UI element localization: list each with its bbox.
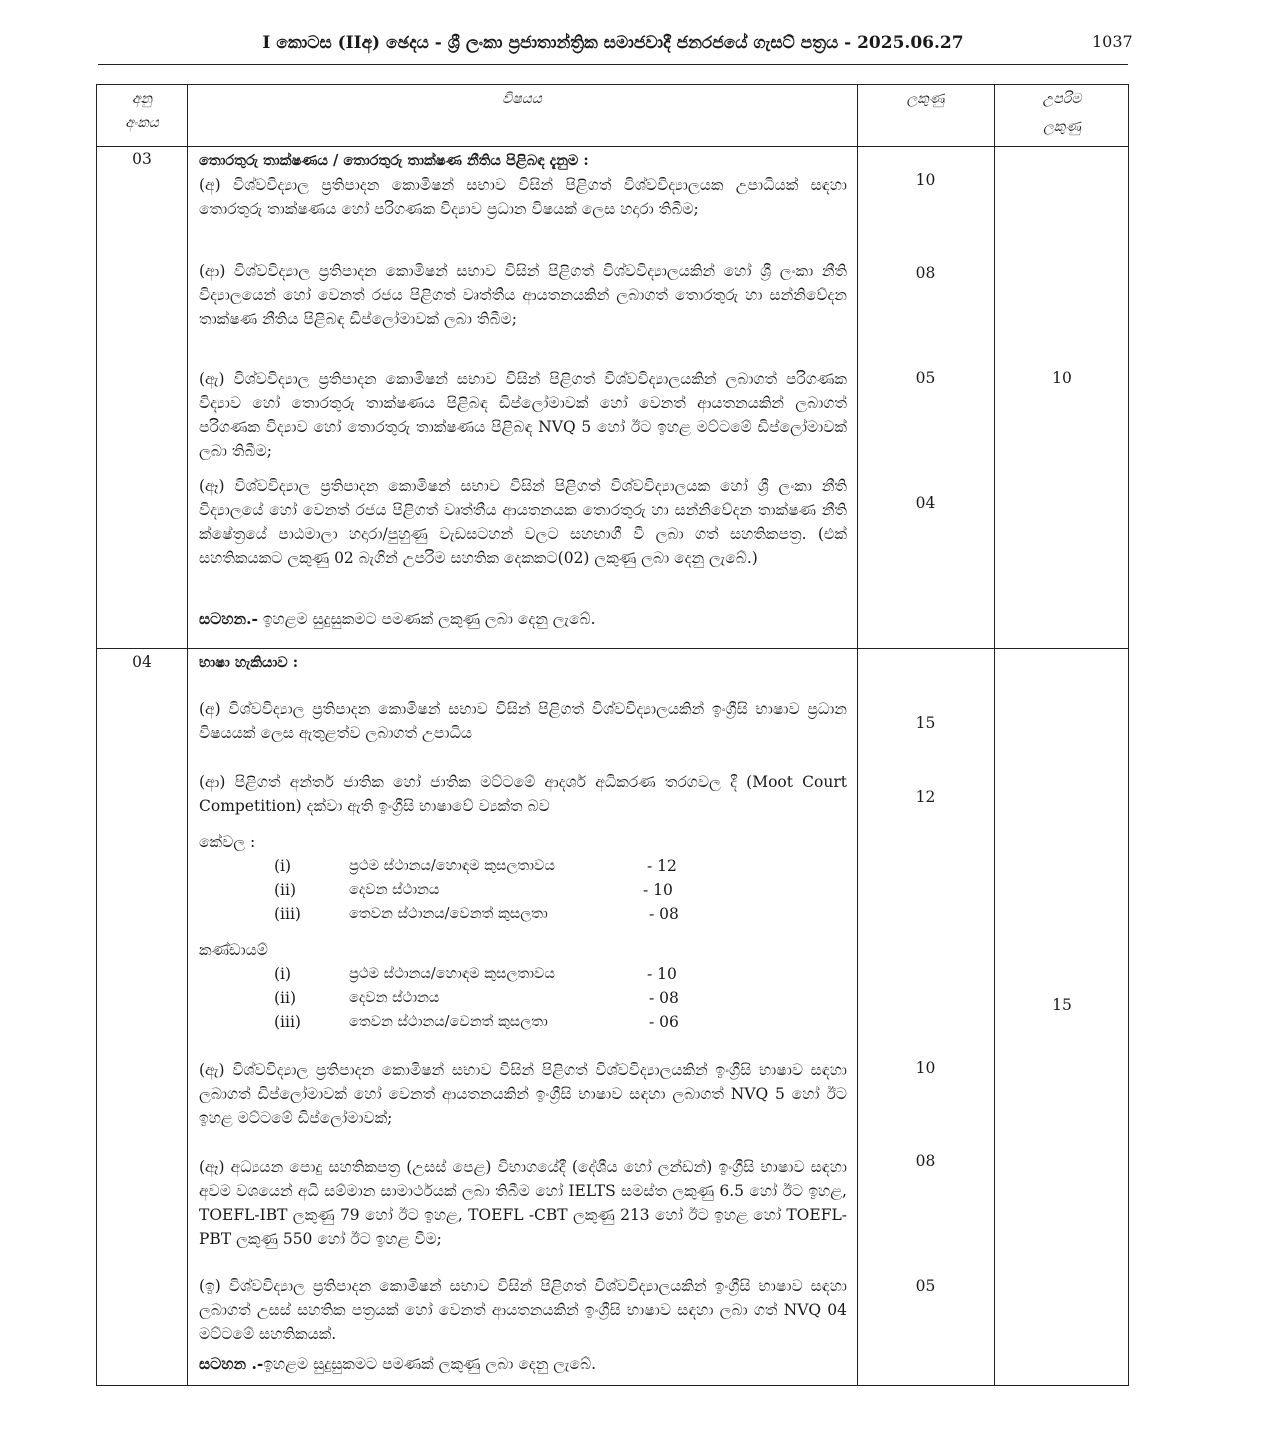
section-03-item-a: (අ) විශ්වවිද්‍යාල ප්‍රතිපාදන කොමිෂන් සභාව විසින් පිළිගත් විශ්වවිද්‍යාලයක උපාධියක් සඳහා තොරතුරු තාක්ෂණය හෝ පරිගණක විද්‍යාව ප්‍රධාන විෂයක් ලෙස හදාරා තිබීම;	[199, 176, 847, 218]
header-max-marks: උපරිම ලකුණු	[1042, 91, 1082, 135]
section-03-item-aee: (ඈ) විශ්වවිද්‍යාල ප්‍රතිපාදන කොමිෂන් සභාව විසින් පිළිගත් විශ්වවිද්‍යාලයක හෝ ශ්‍රී ලංකා නීති විද්‍යාලයේ හෝ වෙනත් රජය පිළිගත් වෘත්තීය ආයතනයක තොරතුරු හා සන්නිවේදන තාක්ෂණ නීති ක්ෂේත්‍රයේ පාඨමාලා හදාරා/පුහුණු වැඩසටහන් වලට සහභාගී වී ලබා ගත් සහතිකපත්‍ර. (එක් සහතිකයකට ලකුණු 02 බැගින් උපරිම සහතික දෙකකට(02) ලකුණු ලබා දෙනු ලැබේ.)	[199, 477, 847, 567]
individual-points: - 10	[643, 881, 673, 899]
section-03-number: 03	[132, 150, 152, 168]
section-03-item-aee-marks: 04	[915, 494, 936, 512]
group-place: තෙවන ස්ථානය/වෙනත් කුසලතා	[349, 1014, 548, 1030]
individual-points: - 08	[649, 905, 679, 923]
section-03-item-ae-marks: 05	[915, 369, 936, 387]
section-03-item-aa: (ආ) විශ්වවිද්‍යාල ප්‍රතිපාදන කොමිෂන් සභාව විසින් පිළිගත් විශ්වවිද්‍යාලයකින් හෝ ශ්‍රී ලංකා නීති විද්‍යාලයෙන් හෝ වෙනත් රජය පිළිගත් වෘත්තීය ආයතනයකින් ලබාගත් තොරතුරු හා සන්නිවේදන තාක්ෂණ නීතිය පිළිබඳ ඩිප්ලෝමාවක් ලබා තිබීම;	[199, 262, 847, 328]
group-num: (i)	[274, 965, 292, 983]
group-num: (iii)	[274, 1013, 301, 1031]
group-num: (ii)	[274, 989, 297, 1007]
row-divider	[97, 146, 1128, 147]
section-03-item-a-marks: 10	[915, 171, 936, 189]
section-04-item-ae-marks: 10	[915, 1059, 936, 1077]
section-03-note-label: සටහන.-	[199, 609, 258, 628]
section-03-item-ae: (ඇ) විශ්වවිද්‍යාල ප්‍රතිපාදන කොමිෂන් සභාව විසින් පිළිගත් විශ්වවිද්‍යාලයකින් ලබාගත් පරිගණක විද්‍යාව හෝ තොරතුරු තාක්ෂණය පිළිබඳ ඩිප්ලෝමාවක් හෝ වෙනත් ආයතනයකින් ලබාගත් පරිගණක විද්‍යාව හෝ තොරතුරු තාක්ෂණය පිළිබඳ NVQ 5 හෝ ඊට ඉහළ මට්ටමේ ඩිප්ලෝමාවක් ලබා තිබීම;	[199, 370, 847, 460]
section-03-max-marks: 10	[1052, 369, 1072, 387]
section-04-item-a-marks: 15	[915, 714, 936, 732]
header-subject: විෂයය	[502, 91, 542, 107]
section-03-note-text: ඉහළම සුදුසුකමට පමණක් ලකුණු ලබා දෙනු ලැබේ.	[257, 610, 596, 628]
section-04-note-text: ඉහළම සුදුසුකමට පමණක් ලකුණු ලබා දෙනු ලැබේ.	[263, 1355, 596, 1373]
section-04-item-aee-marks: 08	[915, 1152, 936, 1170]
section-03-note	[199, 607, 847, 631]
section-04-item-aee: (ඈ) අධ්‍යයන පොදු සහතිකපත්‍ර (උසස් පෙළ) විභාගයේදී (දේශීය හෝ ලන්ඩන්) ඉංග්‍රීසි භාෂාව සඳහා අවම වශයෙන් අධි සම්මාන සාමාර්ථයක් ලබා තිබීම හෝ IELTS සමස්ත ලකුණු 6.5 හෝ ඊට ඉහළ, TOEFL-IBT ලකුණු 79 හෝ ඊට ඉහළ, TOEFL -CBT ලකුණු 213 හෝ ඊට ඉහළ හෝ TOEFL-PBT ලකුණු 550 හෝ ඊට ඉහළ වීම;	[199, 1158, 847, 1248]
individual-label: කේවල :	[199, 833, 256, 851]
gazette-header-title: I කොටස (IIඅ) ඡෙදය - ශ්‍රී ලංකා ප්‍රජාතාන්ත්‍රික සමාජවාදී ජනරජයේ ගැසට් පත්‍රය - 2025.06.27	[262, 33, 964, 53]
group-points: - 10	[647, 965, 677, 983]
qualification-marks-table	[96, 84, 1129, 1386]
section-04-max-marks: 15	[1052, 996, 1072, 1014]
section-04-note	[199, 1352, 847, 1376]
individual-num: (iii)	[274, 905, 301, 923]
section-04-item-aa: (ආ) පිළිගත් අන්තර් ජාතික හෝ ජාතික මට්ටමේ ආදර්ශ අධිකරණ තරගවල දී (Moot Court Competition) දක්වා ඇති ඉංග්‍රීසි භාෂාවේ ව්‍යක්ත බව	[199, 773, 847, 815]
section-04-item-ae: (ඇ) විශ්වවිද්‍යාල ප්‍රතිපාදන කොමිෂන් සභාව විසින් පිළිගත් විශ්වවිද්‍යාලයකින් ඉංග්‍රීසි භාෂාව සඳහා ලබාගත් ඩිප්ලෝමාවක් හෝ වෙනත් ආයතනයකින් ඉංග්‍රීසි භාෂාව සඳහා ලබාගත් NVQ 5 හෝ ඊට ඉහළ මට්ටමේ ඩිප්ලෝමාවක්;	[199, 1061, 847, 1127]
section-03-title: තොරතුරු තාක්ෂණය / තොරතුරු තාක්ෂණ නීතිය පිළිබඳ දැනුම :	[199, 152, 589, 169]
section-04-item-aa-marks: 12	[915, 788, 936, 806]
header-marks: ලකුණු	[906, 91, 945, 107]
individual-num: (ii)	[274, 881, 297, 899]
individual-place: තෙවන ස්ථානය/වෙනත් කුසලතා	[349, 906, 548, 922]
column-divider	[994, 85, 995, 1385]
section-04-item-i: (ඉ) විශ්වවිද්‍යාල ප්‍රතිපාදන කොමිෂන් සභාව විසින් පිළිගත් විශ්වවිද්‍යාලයකින් ඉංග්‍රීසි භාෂාව සඳහා ලබාගත් උසස් සහතික පත්‍රයක් හෝ වෙනත් ආයතනයකින් ඉංග්‍රීසි භාෂාව සඳහා ලබා ගත් NVQ 04 මට්ටමේ සහතිකයක්.	[199, 1277, 847, 1343]
group-place: දෙවන ස්ථානය	[349, 990, 440, 1006]
section-04-item-i-marks: 05	[915, 1277, 936, 1295]
header-serial-no: අනු අංකය	[125, 91, 159, 131]
group-points: - 08	[649, 989, 679, 1007]
section-04-item-a: (අ) විශ්වවිද්‍යාල ප්‍රතිපාදන කොමිෂන් සභාව විසින් පිළිගත් විශ්වවිද්‍යාලයකින් ඉංග්‍රීසි භාෂාව ප්‍රධාන විෂයයක් ලෙස ඇතුළත්ව ලබාගත් උපාධිය	[199, 700, 847, 742]
group-place: ප්‍රථම ස්ථානය/හොඳම කුසලතාවය	[349, 966, 555, 982]
section-04-note-label: සටහන .-	[199, 1354, 264, 1373]
column-divider	[187, 85, 188, 1385]
section-03-item-aa-marks: 08	[915, 264, 936, 282]
section-04-number: 04	[132, 653, 152, 671]
individual-place: ප්‍රථම ස්ථානය/හොඳම කුසලතාවය	[349, 858, 555, 874]
individual-place: දෙවන ස්ථානය	[349, 882, 440, 898]
page-number: 1037	[1092, 32, 1133, 51]
individual-points: - 12	[647, 857, 677, 875]
group-points: - 06	[649, 1013, 679, 1031]
individual-num: (i)	[274, 857, 292, 875]
group-label: කණ්ඩායම්	[199, 941, 268, 959]
section-04-title: භාෂා හැකියාව :	[199, 654, 299, 671]
row-divider	[97, 648, 1128, 649]
header-rule	[98, 64, 1128, 65]
